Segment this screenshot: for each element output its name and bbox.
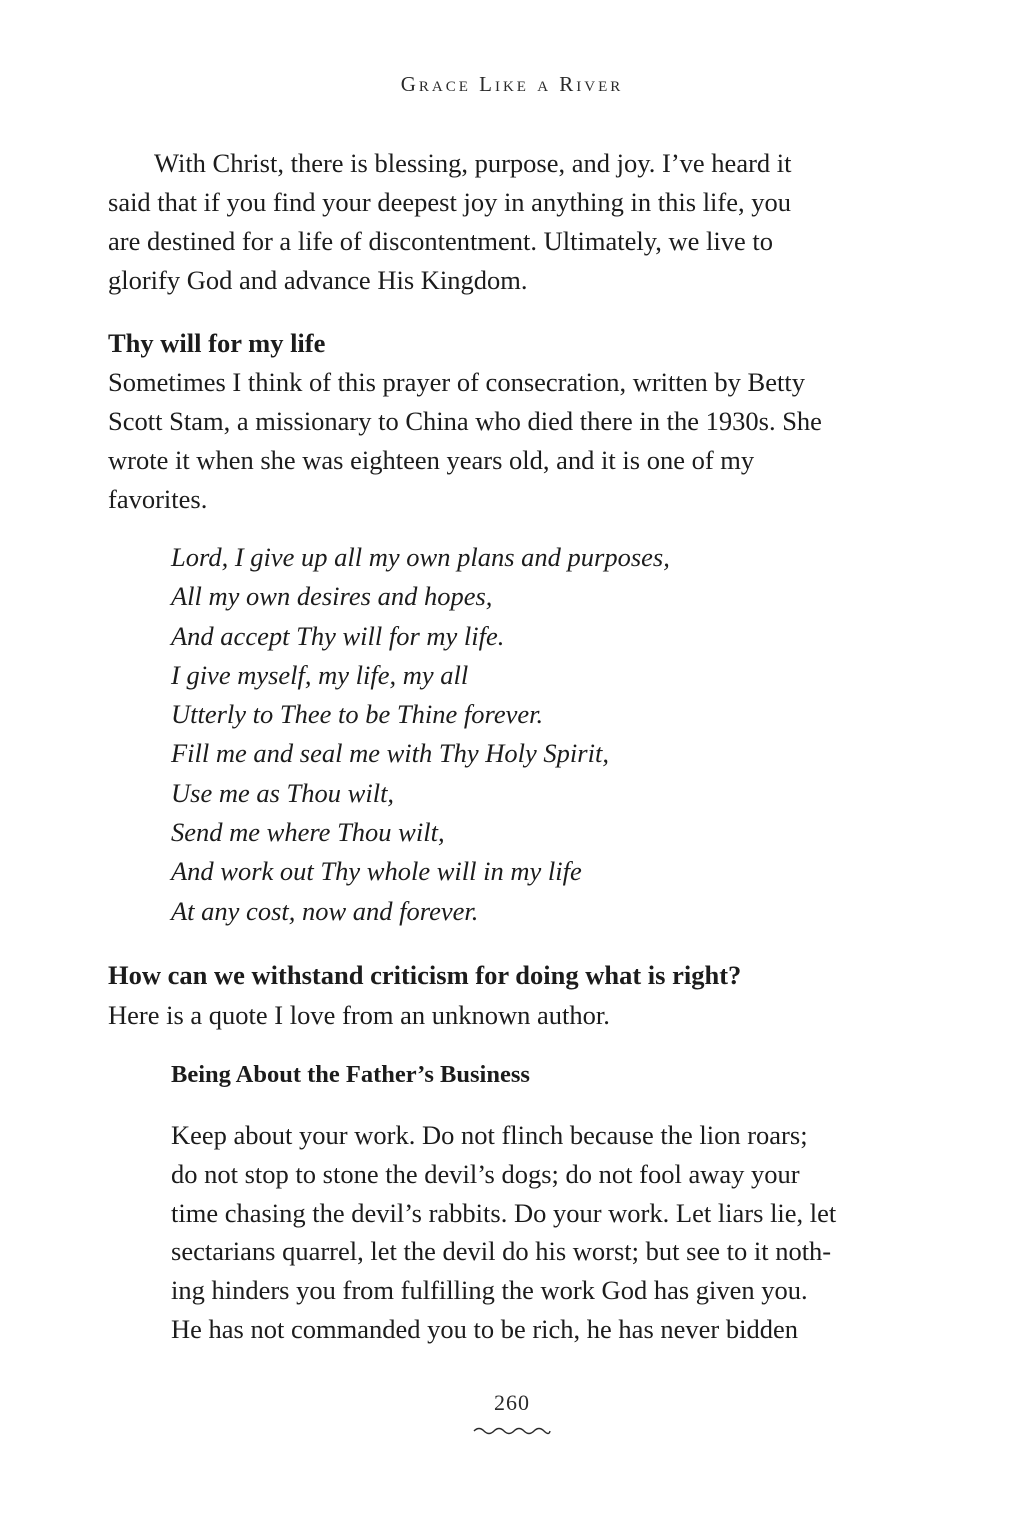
- running-head: Grace Like a River: [400, 72, 624, 96]
- quote-body: [171, 1116, 901, 1349]
- poem-line: And accept Thy will for my life.: [171, 620, 505, 651]
- intro-paragraph: [108, 144, 908, 300]
- text-line: wrote it when she was eighteen years old, and it is one of my: [108, 445, 755, 475]
- text-line: Scott Stam, a missionary to China who died there in the 1930s. She: [108, 406, 822, 436]
- text-line: do not stop to stone the devil’s dogs; do not fool away your: [171, 1158, 800, 1189]
- text-line: Sometimes I think of this prayer of consecration, written by Betty: [108, 367, 805, 397]
- poem-line: Utterly to Thee to be Thine forever.: [171, 699, 544, 730]
- poem-line: Lord, I give up all my own plans and purposes,: [171, 542, 670, 572]
- poem-line: Use me as Thou wilt,: [171, 777, 395, 808]
- text-line: ing hinders you from fulfilling the work God has given you.: [171, 1275, 808, 1306]
- page-number: 260: [494, 1390, 530, 1415]
- text-line: Here is a quote I love from an unknown author.: [108, 1000, 610, 1030]
- text-line: With Christ, there is blessing, purpose, and joy. I’ve heard it: [154, 148, 792, 178]
- poem-line: All my own desires and hopes,: [171, 581, 493, 612]
- text-line: Keep about your work. Do not flinch because the lion roars;: [171, 1120, 808, 1150]
- poem-line: And work out Thy whole will in my life: [171, 856, 582, 887]
- text-line: are destined for a life of discontentment. Ultimately, we live to: [108, 226, 773, 256]
- quote-title: Being About the Father’s Business: [171, 1061, 530, 1088]
- section1-paragraph: [108, 363, 908, 519]
- text-line: favorites.: [108, 484, 208, 514]
- section2-intro: [108, 996, 908, 1035]
- poem-line: I give myself, my life, my all: [171, 659, 469, 690]
- poem-line: Fill me and seal me with Thy Holy Spirit,: [171, 738, 609, 769]
- section-heading-thy-will: Thy will for my life: [108, 328, 326, 358]
- consecration-prayer-poem: [171, 538, 891, 931]
- text-line: time chasing the devil’s rabbits. Do your work. Let liars lie, let: [171, 1197, 837, 1228]
- text-line: glorify God and advance His Kingdom.: [108, 265, 528, 295]
- text-line: said that if you find your deepest joy in anything in this life, you: [108, 187, 792, 217]
- poem-line: At any cost, now and forever.: [171, 895, 479, 926]
- poem-line: Send me where Thou wilt,: [171, 817, 445, 848]
- wave-ornament-icon: [472, 1424, 552, 1438]
- text-line: He has not commanded you to be rich, he has never bidden: [171, 1313, 798, 1344]
- text-line: sectarians quarrel, let the devil do his worst; but see to it noth-: [171, 1236, 832, 1267]
- section-heading-criticism: How can we withstand criticism for doing what is right?: [108, 960, 742, 990]
